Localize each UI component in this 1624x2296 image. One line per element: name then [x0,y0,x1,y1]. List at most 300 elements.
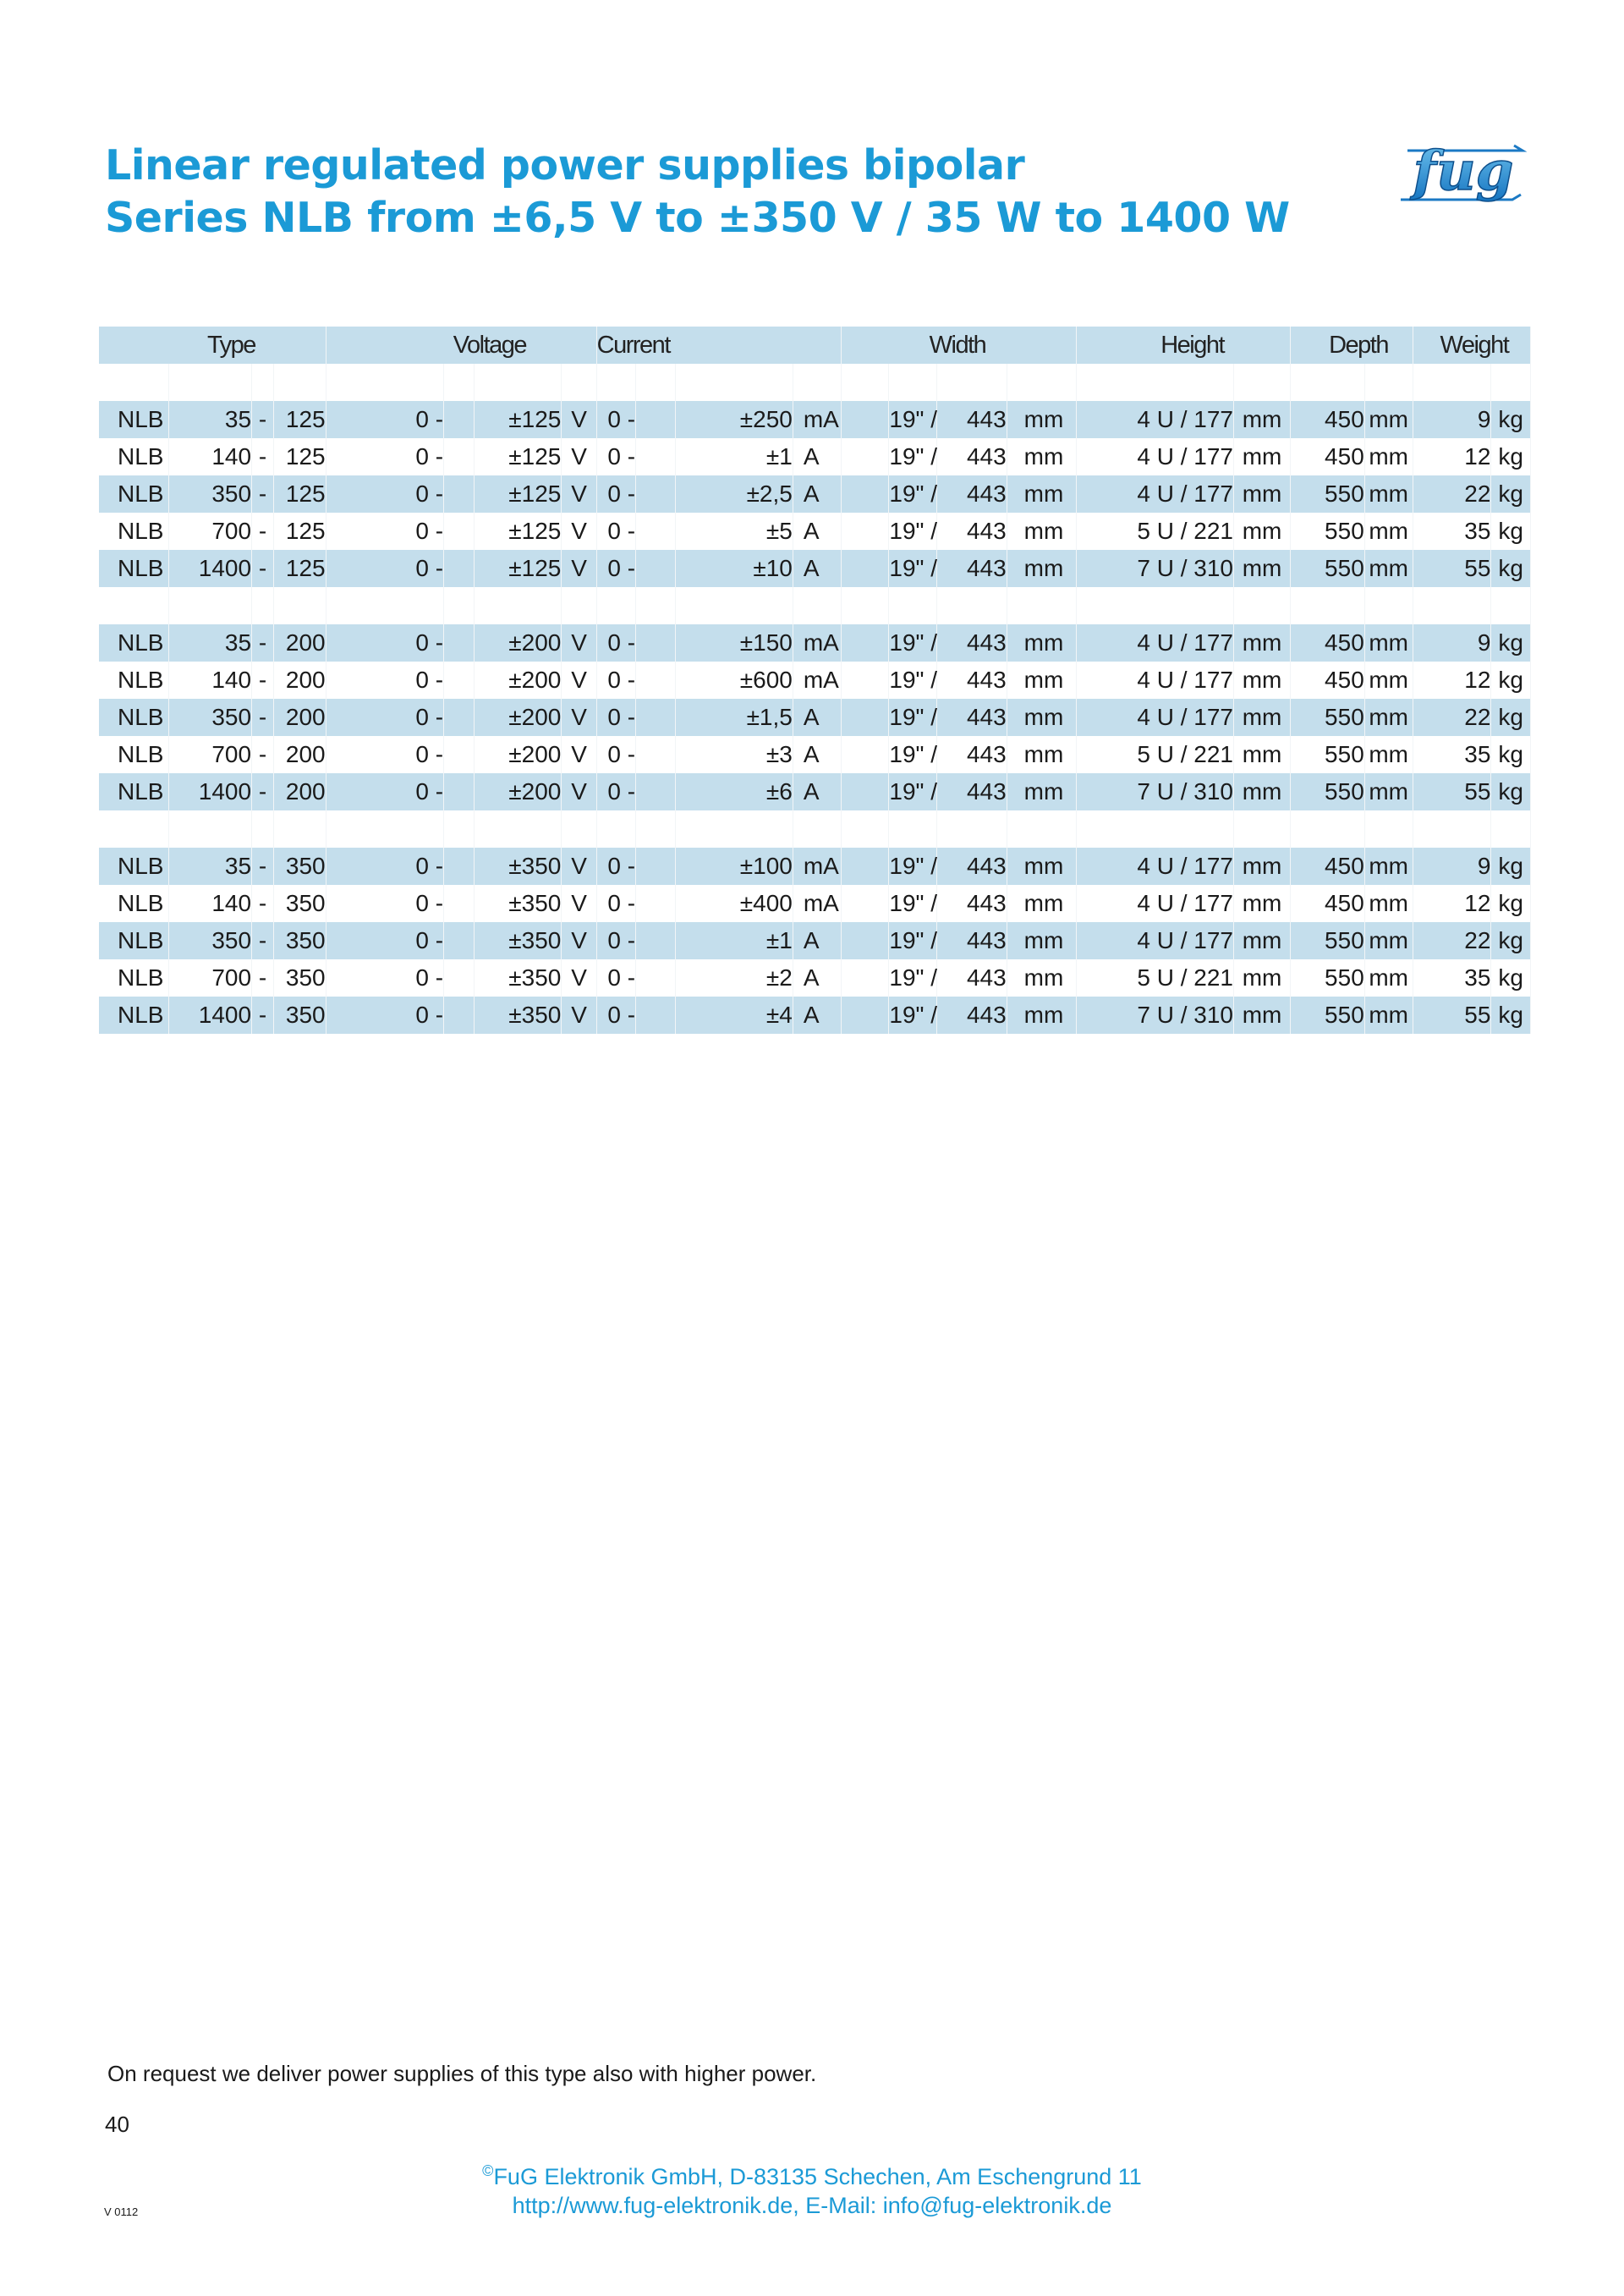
cell-w_unit: mm [1007,662,1077,699]
cell-istart: 0 - [596,959,635,997]
cell-w_unit: mm [1007,736,1077,773]
cell-empty [444,475,475,513]
cell-dash: - [252,997,274,1034]
cell-h_unit: mm [1233,922,1290,959]
cell-d: 450 [1291,401,1365,438]
cell-kg_unit: kg [1491,699,1531,736]
cell-vstart: 0 - [326,662,443,699]
cell-vmax: ±125 [475,401,562,438]
cell-series: NLB [99,401,169,438]
cell-empty [841,401,889,438]
cell-kg: 35 [1413,736,1491,773]
col-height: Height [1077,327,1291,364]
cell-vstart: 0 - [326,922,443,959]
cell-kg_unit: kg [1491,885,1531,922]
cell-d: 550 [1291,773,1365,810]
cell-series: NLB [99,885,169,922]
cell-istart: 0 - [596,736,635,773]
cell-imax: ±10 [675,550,793,587]
cell-kg_unit: kg [1491,513,1531,550]
cell-power: 35 [169,401,252,438]
cell-w_mm: 443 [937,699,1007,736]
title-line-2: Series NLB from ±6,5 V to ±350 V / 35 W to 1400 W [105,194,1290,242]
cell-power: 1400 [169,997,252,1034]
cell-kg_unit: kg [1491,624,1531,662]
cell-istart: 0 - [596,550,635,587]
cell-w_in: 19" / [889,959,937,997]
cell-imax: ±6 [675,773,793,810]
cell-empty [841,922,889,959]
cell-power: 700 [169,959,252,997]
cell-istart: 0 - [596,699,635,736]
cell-kg: 9 [1413,848,1491,885]
cell-w_mm: 443 [937,997,1007,1034]
cell-series: NLB [99,736,169,773]
svg-text:fug: fug [1413,140,1514,203]
cell-iunit: mA [793,662,841,699]
cell-volt: 125 [273,513,326,550]
cell-power: 350 [169,475,252,513]
cell-w_mm: 443 [937,922,1007,959]
cell-h: 4 U / 177 [1077,885,1234,922]
cell-kg: 55 [1413,997,1491,1034]
cell-d_unit: mm [1364,624,1413,662]
cell-h_unit: mm [1233,550,1290,587]
cell-empty [444,885,475,922]
cell-vmax: ±200 [475,773,562,810]
cell-w_in: 19" / [889,997,937,1034]
cell-volt: 350 [273,885,326,922]
cell-vunit: V [562,550,596,587]
cell-dash: - [252,662,274,699]
cell-empty [636,885,675,922]
cell-w_mm: 443 [937,513,1007,550]
cell-iunit: mA [793,848,841,885]
table-row [99,401,1531,438]
cell-series: NLB [99,997,169,1034]
cell-d_unit: mm [1364,848,1413,885]
cell-empty [841,662,889,699]
table-row [99,550,1531,587]
cell-vstart: 0 - [326,885,443,922]
cell-vstart: 0 - [326,401,443,438]
cell-vunit: V [562,513,596,550]
cell-imax: ±400 [675,885,793,922]
table-row [99,624,1531,662]
cell-power: 700 [169,513,252,550]
cell-empty [841,550,889,587]
cell-empty [841,699,889,736]
cell-istart: 0 - [596,438,635,475]
table-row [99,736,1531,773]
cell-series: NLB [99,922,169,959]
table-row [99,959,1531,997]
cell-d: 550 [1291,550,1365,587]
cell-kg: 35 [1413,513,1491,550]
cell-power: 1400 [169,550,252,587]
cell-empty [841,475,889,513]
cell-empty [636,699,675,736]
cell-vmax: ±200 [475,662,562,699]
cell-d_unit: mm [1364,736,1413,773]
cell-d: 450 [1291,848,1365,885]
cell-h: 5 U / 221 [1077,736,1234,773]
cell-h_unit: mm [1233,438,1290,475]
cell-empty [444,848,475,885]
cell-dash: - [252,736,274,773]
cell-vunit: V [562,773,596,810]
table-row [99,885,1531,922]
cell-h_unit: mm [1233,773,1290,810]
cell-empty [444,550,475,587]
cell-dash: - [252,848,274,885]
cell-d: 550 [1291,475,1365,513]
cell-kg_unit: kg [1491,401,1531,438]
cell-vunit: V [562,848,596,885]
table-row [99,475,1531,513]
cell-kg: 22 [1413,922,1491,959]
cell-kg_unit: kg [1491,475,1531,513]
cell-iunit: A [793,736,841,773]
cell-h_unit: mm [1233,699,1290,736]
cell-volt: 125 [273,401,326,438]
cell-volt: 200 [273,699,326,736]
cell-kg_unit: kg [1491,997,1531,1034]
cell-empty [841,885,889,922]
cell-vmax: ±200 [475,699,562,736]
cell-empty [636,959,675,997]
cell-power: 140 [169,885,252,922]
cell-iunit: A [793,438,841,475]
title-line-1: Linear regulated power supplies bipolar [105,141,1025,190]
cell-w_unit: mm [1007,997,1077,1034]
cell-istart: 0 - [596,662,635,699]
cell-h_unit: mm [1233,959,1290,997]
table-row [99,997,1531,1034]
cell-empty [636,736,675,773]
cell-vstart: 0 - [326,848,443,885]
footer [0,2156,1624,2220]
cell-h: 5 U / 221 [1077,513,1234,550]
cell-vunit: V [562,662,596,699]
cell-kg: 12 [1413,438,1491,475]
cell-empty [636,848,675,885]
cell-iunit: A [793,922,841,959]
cell-empty [636,475,675,513]
cell-power: 140 [169,662,252,699]
col-width: Width [841,327,1077,364]
cell-dash: - [252,699,274,736]
cell-h_unit: mm [1233,736,1290,773]
cell-h: 7 U / 310 [1077,773,1234,810]
cell-iunit: A [793,699,841,736]
cell-imax: ±100 [675,848,793,885]
cell-imax: ±4 [675,997,793,1034]
cell-series: NLB [99,624,169,662]
cell-h_unit: mm [1233,885,1290,922]
cell-vunit: V [562,959,596,997]
cell-empty [444,513,475,550]
table-row [99,773,1531,810]
cell-iunit: A [793,475,841,513]
cell-dash: - [252,513,274,550]
cell-empty [444,773,475,810]
footer-contact: http://www.fug-elektronik.de, E-Mail: info@fug-elektronik.de [512,2193,1112,2218]
cell-w_in: 19" / [889,475,937,513]
cell-imax: ±2,5 [675,475,793,513]
cell-dash: - [252,773,274,810]
cell-vunit: V [562,699,596,736]
cell-empty [444,959,475,997]
cell-w_unit: mm [1007,699,1077,736]
cell-series: NLB [99,513,169,550]
cell-kg_unit: kg [1491,550,1531,587]
cell-d_unit: mm [1364,959,1413,997]
cell-h: 7 U / 310 [1077,997,1234,1034]
cell-kg: 55 [1413,550,1491,587]
cell-kg: 9 [1413,624,1491,662]
col-voltage: Voltage [326,327,596,364]
cell-w_unit: mm [1007,550,1077,587]
cell-w_unit: mm [1007,959,1077,997]
cell-vstart: 0 - [326,475,443,513]
cell-h_unit: mm [1233,848,1290,885]
cell-series: NLB [99,773,169,810]
cell-h: 4 U / 177 [1077,438,1234,475]
page-number: 40 [105,2112,129,2137]
cell-kg_unit: kg [1491,922,1531,959]
cell-power: 35 [169,624,252,662]
cell-empty [841,997,889,1034]
cell-d_unit: mm [1364,550,1413,587]
cell-w_in: 19" / [889,513,937,550]
cell-w_in: 19" / [889,736,937,773]
cell-d: 550 [1291,736,1365,773]
cell-empty [636,438,675,475]
cell-empty [841,773,889,810]
cell-w_unit: mm [1007,513,1077,550]
cell-empty [636,662,675,699]
cell-kg: 12 [1413,662,1491,699]
cell-volt: 200 [273,736,326,773]
cell-kg_unit: kg [1491,848,1531,885]
table-row [99,513,1531,550]
cell-vstart: 0 - [326,773,443,810]
cell-empty [444,736,475,773]
version-label: V 0112 [104,2205,139,2218]
cell-vmax: ±200 [475,624,562,662]
cell-vstart: 0 - [326,997,443,1034]
cell-istart: 0 - [596,848,635,885]
cell-w_in: 19" / [889,662,937,699]
cell-empty [636,550,675,587]
cell-istart: 0 - [596,773,635,810]
cell-vmax: ±200 [475,736,562,773]
cell-vstart: 0 - [326,699,443,736]
cell-iunit: A [793,513,841,550]
cell-vunit: V [562,997,596,1034]
cell-kg: 35 [1413,959,1491,997]
cell-w_in: 19" / [889,550,937,587]
cell-istart: 0 - [596,475,635,513]
cell-vmax: ±350 [475,959,562,997]
cell-kg_unit: kg [1491,773,1531,810]
cell-vunit: V [562,885,596,922]
cell-empty [444,997,475,1034]
cell-imax: ±600 [675,662,793,699]
cell-empty [636,922,675,959]
cell-d_unit: mm [1364,513,1413,550]
cell-imax: ±150 [675,624,793,662]
cell-istart: 0 - [596,922,635,959]
cell-d_unit: mm [1364,401,1413,438]
cell-volt: 125 [273,475,326,513]
cell-dash: - [252,624,274,662]
fug-logo [1396,134,1531,210]
cell-h: 4 U / 177 [1077,848,1234,885]
cell-kg: 9 [1413,401,1491,438]
cell-w_mm: 443 [937,624,1007,662]
table-spacer-row [99,810,1531,848]
cell-empty [444,401,475,438]
cell-volt: 350 [273,848,326,885]
cell-vstart: 0 - [326,438,443,475]
cell-vstart: 0 - [326,959,443,997]
table-spacer-row [99,587,1531,624]
copyright-symbol: © [482,2162,494,2179]
table-body [99,364,1531,1034]
cell-w_mm: 443 [937,401,1007,438]
cell-w_in: 19" / [889,885,937,922]
cell-kg_unit: kg [1491,662,1531,699]
cell-power: 350 [169,699,252,736]
cell-d: 550 [1291,699,1365,736]
cell-imax: ±2 [675,959,793,997]
cell-series: NLB [99,662,169,699]
cell-kg: 12 [1413,885,1491,922]
page-title [105,140,1290,244]
table-header-row [99,327,1531,364]
cell-empty [636,773,675,810]
cell-h_unit: mm [1233,401,1290,438]
cell-d_unit: mm [1364,773,1413,810]
cell-w_in: 19" / [889,624,937,662]
cell-istart: 0 - [596,997,635,1034]
cell-vunit: V [562,438,596,475]
cell-power: 35 [169,848,252,885]
cell-kg_unit: kg [1491,736,1531,773]
cell-vunit: V [562,475,596,513]
cell-dash: - [252,922,274,959]
cell-h: 5 U / 221 [1077,959,1234,997]
cell-dash: - [252,959,274,997]
cell-vmax: ±125 [475,438,562,475]
cell-w_mm: 443 [937,662,1007,699]
cell-kg: 22 [1413,699,1491,736]
cell-vmax: ±350 [475,848,562,885]
cell-istart: 0 - [596,885,635,922]
cell-empty [636,401,675,438]
cell-d: 550 [1291,959,1365,997]
cell-h: 4 U / 177 [1077,662,1234,699]
table-row [99,922,1531,959]
cell-w_mm: 443 [937,550,1007,587]
cell-d_unit: mm [1364,662,1413,699]
cell-h: 4 U / 177 [1077,475,1234,513]
table-row [99,438,1531,475]
cell-vmax: ±350 [475,997,562,1034]
cell-w_mm: 443 [937,959,1007,997]
cell-h: 7 U / 310 [1077,550,1234,587]
cell-istart: 0 - [596,513,635,550]
cell-d_unit: mm [1364,699,1413,736]
cell-vstart: 0 - [326,736,443,773]
cell-w_in: 19" / [889,922,937,959]
cell-kg_unit: kg [1491,959,1531,997]
cell-w_unit: mm [1007,401,1077,438]
cell-vstart: 0 - [326,550,443,587]
cell-d_unit: mm [1364,438,1413,475]
cell-iunit: A [793,959,841,997]
cell-w_mm: 443 [937,736,1007,773]
cell-d: 550 [1291,997,1365,1034]
cell-imax: ±250 [675,401,793,438]
table-row [99,699,1531,736]
cell-vmax: ±125 [475,513,562,550]
cell-w_in: 19" / [889,773,937,810]
cell-power: 350 [169,922,252,959]
cell-h: 4 U / 177 [1077,922,1234,959]
cell-series: NLB [99,699,169,736]
cell-d: 550 [1291,513,1365,550]
cell-d: 450 [1291,438,1365,475]
table-row [99,848,1531,885]
cell-d: 450 [1291,662,1365,699]
cell-iunit: A [793,550,841,587]
cell-empty [444,438,475,475]
cell-w_unit: mm [1007,848,1077,885]
cell-istart: 0 - [596,401,635,438]
cell-kg: 55 [1413,773,1491,810]
cell-w_mm: 443 [937,848,1007,885]
cell-w_in: 19" / [889,848,937,885]
cell-kg: 22 [1413,475,1491,513]
cell-vmax: ±350 [475,885,562,922]
cell-w_unit: mm [1007,922,1077,959]
cell-dash: - [252,885,274,922]
cell-empty [841,438,889,475]
cell-empty [444,922,475,959]
cell-imax: ±1 [675,922,793,959]
higher-power-note: On request we deliver power supplies of this type also with higher power. [107,2061,817,2086]
cell-h_unit: mm [1233,662,1290,699]
cell-volt: 125 [273,550,326,587]
cell-imax: ±1,5 [675,699,793,736]
cell-empty [841,624,889,662]
cell-w_mm: 443 [937,438,1007,475]
cell-empty [636,997,675,1034]
cell-iunit: A [793,773,841,810]
cell-dash: - [252,438,274,475]
cell-vmax: ±125 [475,475,562,513]
cell-vmax: ±350 [475,922,562,959]
col-type: Type [99,327,326,364]
cell-w_unit: mm [1007,475,1077,513]
cell-w_mm: 443 [937,773,1007,810]
cell-series: NLB [99,438,169,475]
cell-series: NLB [99,848,169,885]
cell-vunit: V [562,736,596,773]
